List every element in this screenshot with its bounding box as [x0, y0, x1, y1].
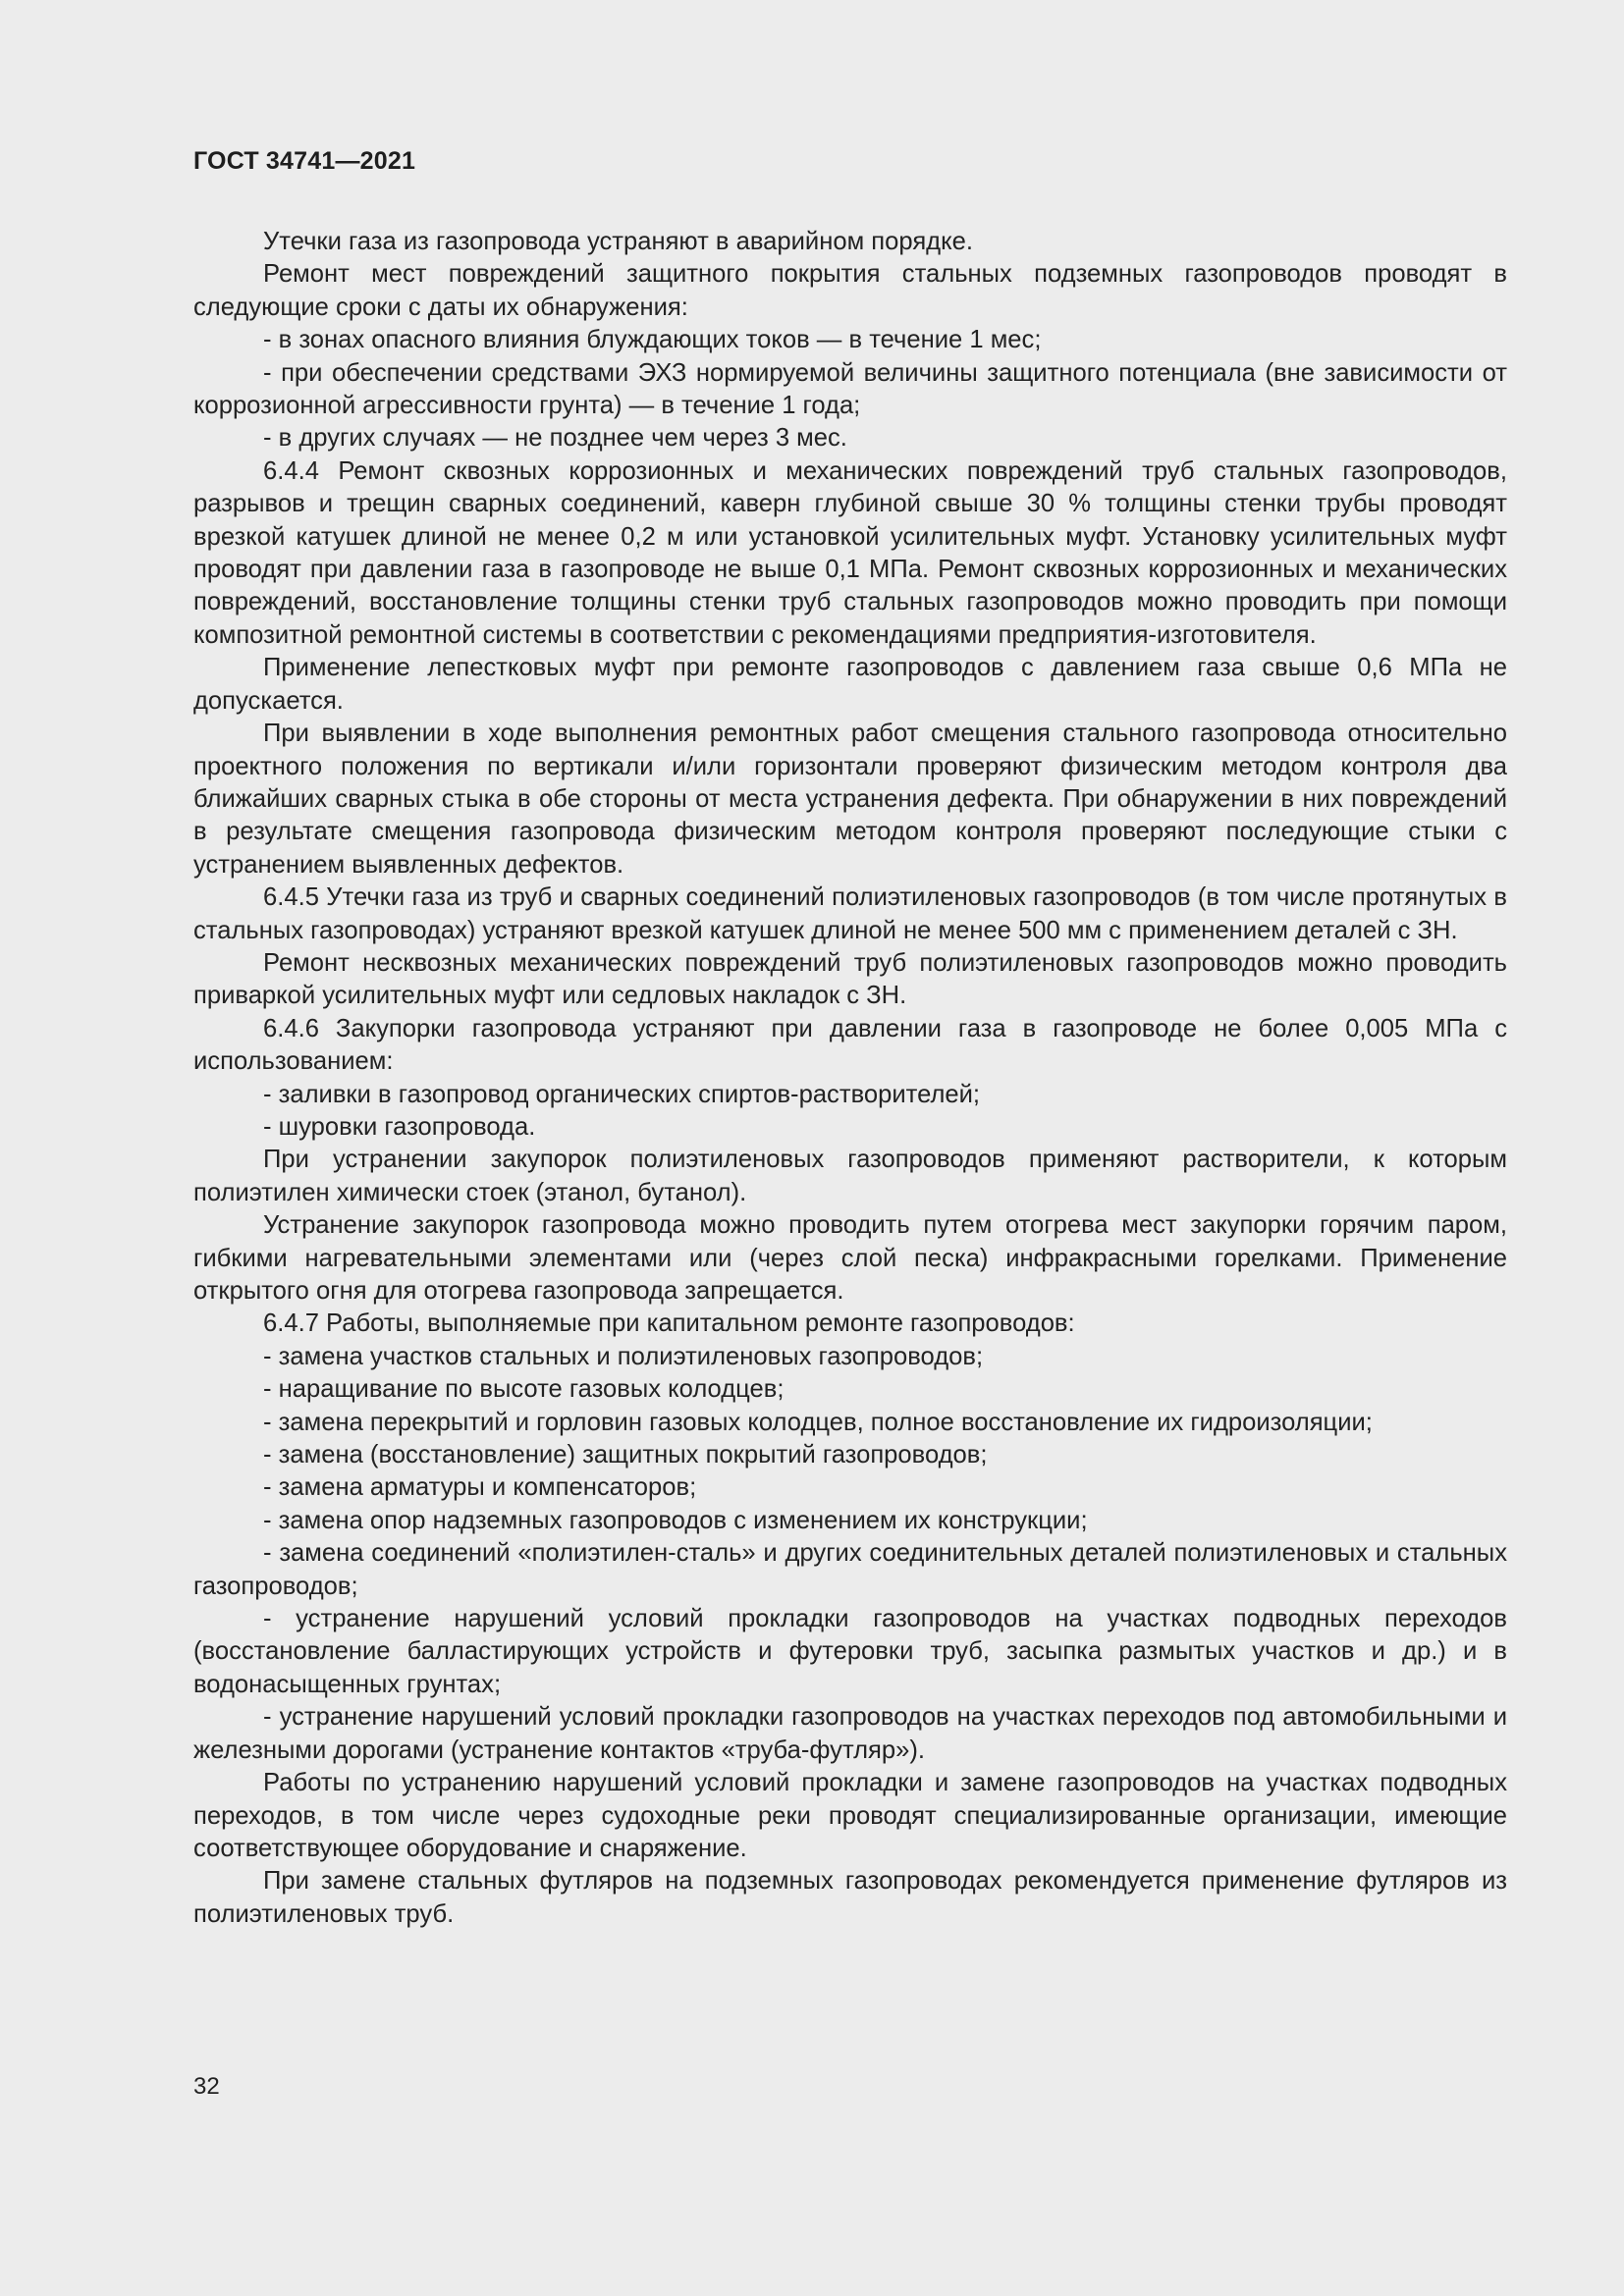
paragraph: При выявлении в ходе выполнения ремонтных работ смещения стального газопровода относительно проектного положения по вертикали и/или горизонтали проверяют физическим методом контроля два ближайших сварных стыка в обе стороны от места устранения дефекта. При обнаружении в них повреждений в результате смещения газопровода физическим методом контроля проверяют последующие стыки с устранением выявленных дефектов. [193, 720, 1507, 879]
paragraph: При устранении закупорок полиэтиленовых газопроводов применяют растворители, к которым полиэтилен химически стоек (этанол, бутанол). [193, 1146, 1507, 1206]
paragraph: Применение лепестковых муфт при ремонте газопроводов с давлением газа свыше 0,6 МПа не допускается. [193, 654, 1507, 715]
paragraph: Утечки газа из газопровода устраняют в аварийном порядке. [263, 228, 973, 255]
paragraph: 6.4.5 Утечки газа из труб и сварных соединений полиэтиленовых газопроводов (в том числе протянутых в стальных газопроводах) устраняют врезкой катушек длиной не менее 500 мм с применением деталей с ЗН. [193, 883, 1507, 944]
list-item: - замена арматуры и компенсаторов; [193, 1471, 1507, 1504]
paragraph: Ремонт несквозных механических повреждений труб полиэтиленовых газопроводов можно проводить приваркой усилительных муфт или седловых накладок с ЗН. [193, 948, 1507, 1010]
paragraph: Устранение закупорок газопровода можно проводить путем отогрева мест закупорки горячим паром, гибкими нагревательными элементами или (через слой песка) инфракрасными горелками. Применение открытого огня для отогрева газопровода запрещается. [193, 1211, 1507, 1305]
list-item: - заливки в газопровод органических спиртов-растворителей; [193, 1079, 1507, 1111]
list-item: - замена опор надземных газопроводов с изменением их конструкции; [193, 1505, 1507, 1537]
list-item: - в других случаях — не позднее чем через 3 мес. [193, 422, 1507, 454]
list-item: - замена перекрытий и горловин газовых колодцев, полное восстановление их гидроизоляции; [193, 1407, 1507, 1439]
page-number: 32 [193, 2073, 220, 2100]
list-item: - в зонах опасного влияния блуждающих токов — в течение 1 мес; [193, 324, 1507, 356]
paragraph: Работы по устранению нарушений условий прокладки и замене газопроводов на участках подводных переходов, в том числе через судоходные реки проводят специализированные организации, имеющие соответствующее оборудование и снаряжение. [193, 1769, 1507, 1862]
list-item: - шуровки газопровода. [193, 1111, 1507, 1144]
document-header: ГОСТ 34741—2021 [193, 147, 416, 175]
list-item: - замена соединений «полиэтилен-сталь» и других соединительных деталей полиэтиленовых и стальных газопроводов; [193, 1537, 1507, 1603]
list-item: - наращивание по высоте газовых колодцев; [193, 1373, 1507, 1406]
list-item: - устранение нарушений условий прокладки газопроводов на участках переходов под автомобильными и железными дорогами (устранение контактов «труба-футляр»). [193, 1701, 1507, 1767]
list-item: - устранение нарушений условий прокладки газопроводов на участках подводных переходов (восстановление балластирующих устройств и футеровки труб, засыпка размытых участков и др.) и в водонасыщенных грунтах; [193, 1603, 1507, 1701]
list-item: - замена (восстановление) защитных покрытий газопроводов; [193, 1439, 1507, 1471]
paragraph: При замене стальных футляров на подземных газопроводах рекомендуется применение футляров из полиэтиленовых труб. [193, 1867, 1507, 1928]
list-item: - при обеспечении средствами ЭХЗ нормируемой величины защитного потенциала (вне зависимости от коррозионной агрессивности грунта) — в течение 1 года; [193, 357, 1507, 423]
body-text [193, 226, 1507, 1931]
paragraph: Ремонт мест повреждений защитного покрытия стальных подземных газопроводов проводят в следующие сроки с даты их обнаружения: [193, 260, 1507, 321]
paragraph: 6.4.6 Закупорки газопровода устраняют при давлении газа в газопроводе не более 0,005 МПа с использованием: [193, 1014, 1507, 1076]
paragraph: 6.4.4 Ремонт сквозных коррозионных и механических повреждений труб стальных газопроводов, разрывов и трещин сварных соединений, каверн глубиной свыше 30 % толщины стенки трубы проводят врезкой катушек длиной не менее 0,2 м или установкой усилительных муфт. Установку усилительных муфт проводят при давлении газа в газопроводе не выше 0,1 МПа. Ремонт сквозных коррозионных и механических повреждений, восстановление толщины стенки труб стальных газопроводов можно проводить при помощи композитной ремонтной системы в соответствии с рекомендациями предприятия-изготовителя. [193, 456, 1507, 649]
list-item: - замена участков стальных и полиэтиленовых газопроводов; [193, 1341, 1507, 1373]
paragraph: 6.4.7 Работы, выполняемые при капитальном ремонте газопроводов: [263, 1309, 1075, 1338]
